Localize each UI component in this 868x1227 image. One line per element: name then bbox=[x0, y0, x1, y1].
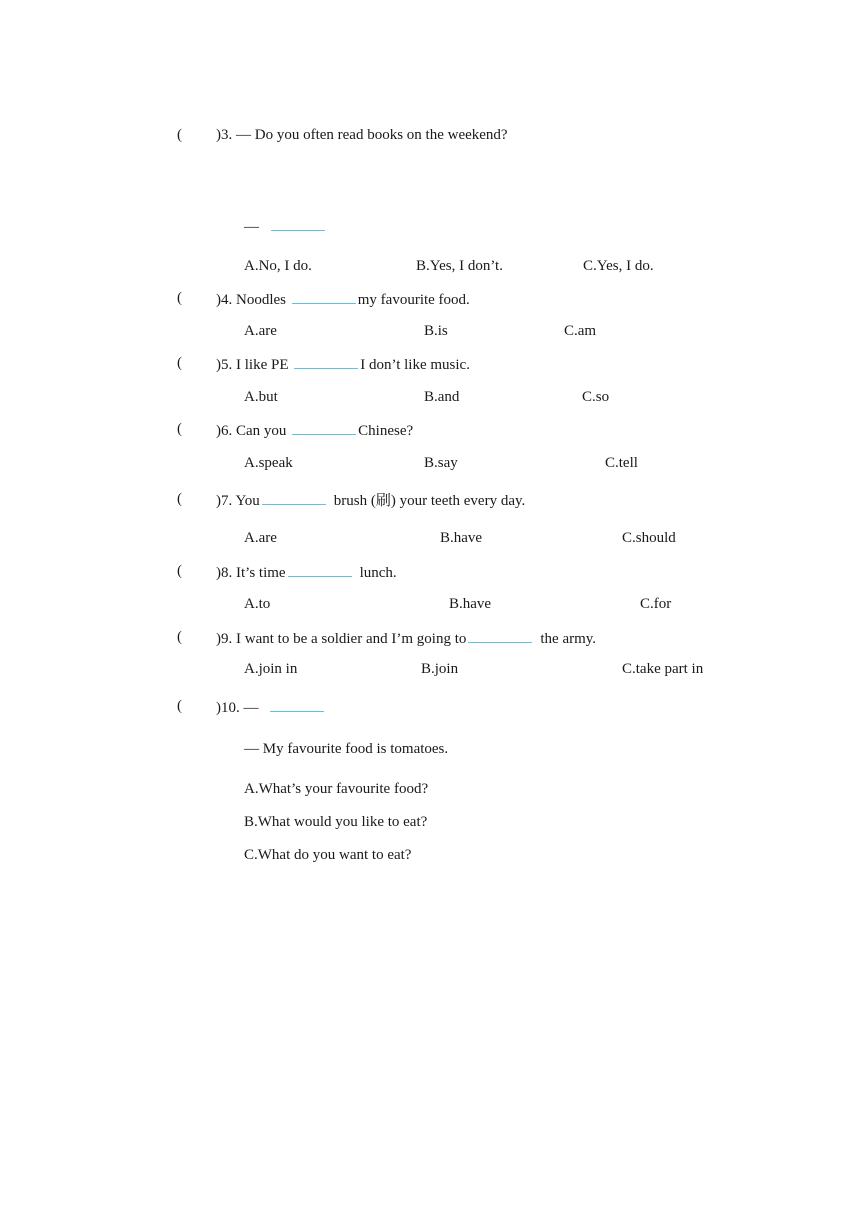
question-number: )9. bbox=[216, 631, 233, 647]
question-number: )7. bbox=[216, 493, 233, 509]
dash: — bbox=[243, 700, 259, 716]
option-a: A.to bbox=[244, 596, 271, 612]
question-number: )4. bbox=[216, 292, 233, 308]
answer-paren: ( bbox=[177, 355, 182, 371]
option-b: B.have bbox=[440, 530, 483, 546]
answer-paren: ( bbox=[177, 563, 182, 579]
answer-blank[interactable] bbox=[288, 562, 352, 577]
option-c: C.tell bbox=[605, 455, 638, 471]
option-b: B.What would you like to eat? bbox=[244, 814, 428, 830]
question-stem bbox=[216, 289, 470, 309]
question-number: )5. bbox=[216, 357, 233, 373]
option-c: C.am bbox=[564, 323, 597, 339]
question-number: )8. bbox=[216, 565, 233, 581]
answer-paren: ( bbox=[177, 290, 182, 306]
answer-blank[interactable] bbox=[292, 420, 356, 435]
option-a: A.join in bbox=[244, 661, 298, 677]
option-a: A.are bbox=[244, 323, 277, 339]
question-text-post: lunch. bbox=[359, 565, 397, 581]
question-stem bbox=[216, 420, 413, 440]
reply-text: — My favourite food is tomatoes. bbox=[244, 741, 449, 757]
option-b: B.join bbox=[421, 661, 459, 677]
answer-blank[interactable] bbox=[271, 216, 325, 231]
question-stem bbox=[216, 490, 525, 510]
option-a: A.but bbox=[244, 389, 278, 405]
question-text-post: I don’t like music. bbox=[360, 357, 470, 373]
question-number: )3. bbox=[216, 127, 233, 143]
option-b: B.say bbox=[424, 455, 458, 471]
question-text-pre: I like PE bbox=[236, 357, 289, 373]
option-b: B.and bbox=[424, 389, 460, 405]
answer-paren: ( bbox=[177, 698, 182, 714]
question-stem bbox=[216, 354, 470, 374]
answer-paren: ( bbox=[177, 127, 182, 143]
answer-blank[interactable] bbox=[468, 628, 532, 643]
option-c: C.What do you want to eat? bbox=[244, 847, 412, 863]
option-c: C.for bbox=[640, 596, 672, 612]
question-number: )6. bbox=[216, 423, 233, 439]
option-c: C.so bbox=[582, 389, 610, 405]
question-number: )10. bbox=[216, 700, 240, 716]
option-b: B.have bbox=[449, 596, 492, 612]
answer-paren: ( bbox=[177, 421, 182, 437]
option-c: C.Yes, I do. bbox=[583, 258, 654, 274]
question-text-post: Chinese? bbox=[358, 423, 414, 439]
option-b: B.is bbox=[424, 323, 448, 339]
option-b: B.Yes, I don’t. bbox=[416, 258, 503, 274]
answer-paren: ( bbox=[177, 491, 182, 507]
question-stem bbox=[216, 628, 596, 648]
question-text-post: brush (刷) your teeth every day. bbox=[333, 493, 526, 509]
dash: — bbox=[244, 219, 259, 235]
option-c: C.should bbox=[622, 530, 676, 546]
option-a: A.are bbox=[244, 530, 277, 546]
question-text-pre: I want to be a soldier and I’m going to bbox=[236, 631, 467, 647]
question-text-pre: Can you bbox=[236, 423, 287, 439]
answer-blank[interactable] bbox=[292, 289, 356, 304]
question-stem bbox=[216, 126, 508, 144]
option-a: A.No, I do. bbox=[244, 258, 312, 274]
option-c: C.take part in bbox=[622, 661, 704, 677]
option-a: A.speak bbox=[244, 455, 293, 471]
answer-blank[interactable] bbox=[270, 697, 324, 712]
question-text-pre: Noodles bbox=[236, 292, 286, 308]
answer-blank[interactable] bbox=[262, 490, 326, 505]
answer-line bbox=[244, 216, 327, 236]
question-text-pre: It’s time bbox=[236, 565, 286, 581]
question-text: — Do you often read books on the weekend? bbox=[236, 127, 508, 143]
answer-paren: ( bbox=[177, 629, 182, 645]
question-text-post: my favourite food. bbox=[357, 292, 470, 308]
question-stem bbox=[216, 562, 397, 582]
question-text-post: the army. bbox=[540, 631, 597, 647]
question-text-pre: You bbox=[235, 493, 260, 509]
answer-blank[interactable] bbox=[294, 354, 358, 369]
option-a: A.What’s your favourite food? bbox=[244, 781, 429, 797]
question-stem bbox=[216, 697, 326, 717]
